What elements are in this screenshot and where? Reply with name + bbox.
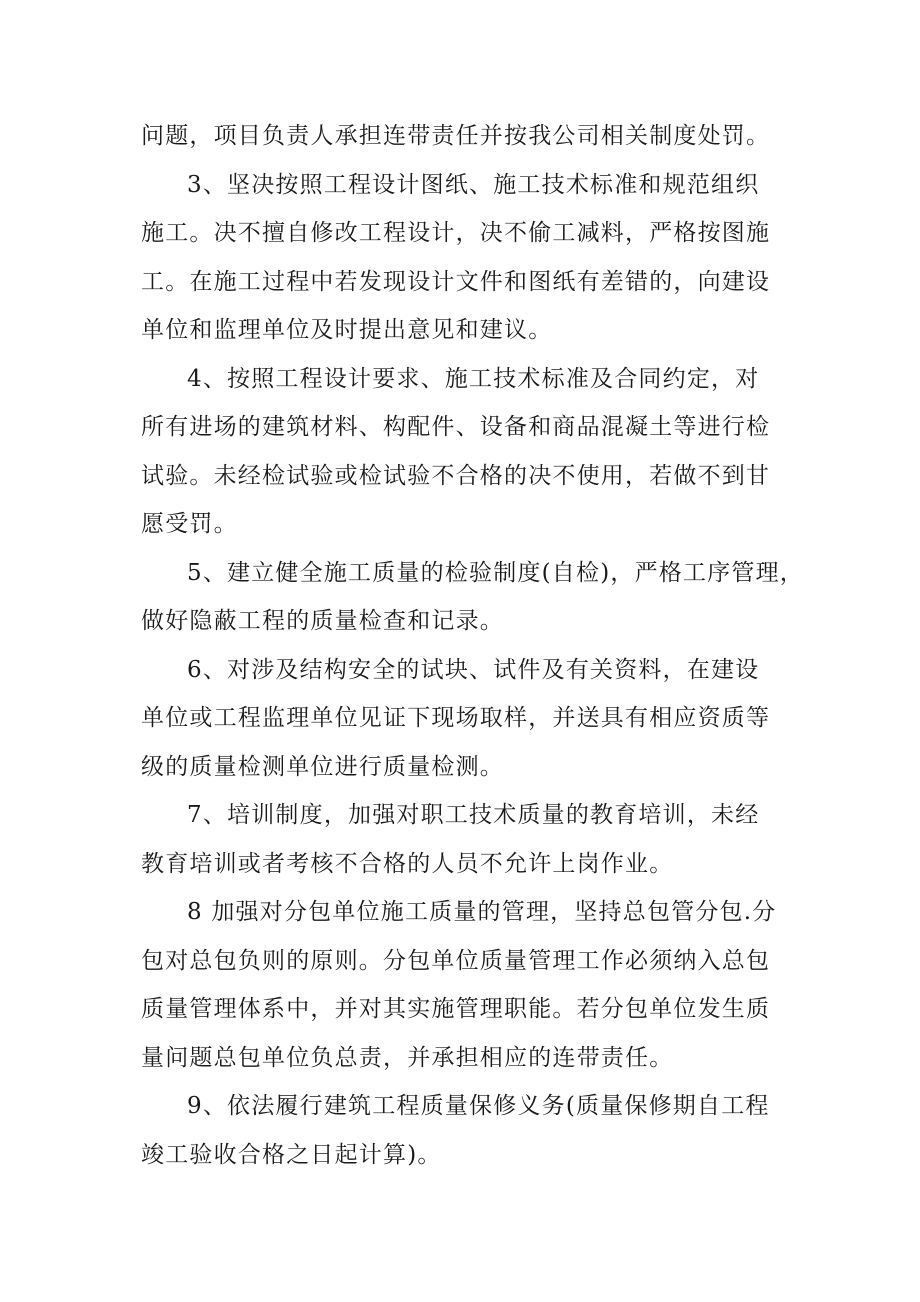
text-line: 教育培训或者考核不合格的人员不允许上岗作业。 xyxy=(141,850,674,877)
text-line: 包对总包负则的原则。分包单位质量管理工作必须纳入总包 xyxy=(141,947,771,974)
text-line: 施工。决不擅自修改工程设计，决不偷工减料，严格按图施 xyxy=(141,220,771,246)
document-body xyxy=(141,112,804,1179)
text-line: 量问题总包单位负总责，并承担相应的连带责任。 xyxy=(141,1044,674,1071)
text-line: 做好隐蔽工程的质量检查和记录。 xyxy=(141,608,504,634)
text-line: 3、坚决按照工程设计图纸、施工技术标准和规范组织 xyxy=(187,171,760,198)
text-line: 工。在施工过程中若发现设计文件和图纸有差错的，向建设 xyxy=(141,268,771,295)
text-line: 4、按照工程设计要求、施工技术标准及合同约定，对 xyxy=(187,365,760,392)
text-line: 9、依法履行建筑工程质量保修义务(质量保修期自工程 xyxy=(187,1093,770,1119)
text-line: 5、建立健全施工质量的检验制度(自检)，严格工序管理， xyxy=(187,559,804,586)
text-line: 单位或工程监理单位见证下现场取样，并送具有相应资质等 xyxy=(141,705,771,731)
text-line: 7、培训制度，加强对职工技术质量的教育培训，未经 xyxy=(187,802,760,828)
text-line: 6、对涉及结构安全的试块、试件及有关资料，在建设 xyxy=(187,656,760,683)
text-line: 8 加强对分包单位施工质量的管理，坚持总包管分包.分 xyxy=(187,899,777,925)
text-line: 所有进场的建筑材料、构配件、设备和商品混凝土等进行检 xyxy=(141,414,771,440)
text-line: 愿受罚。 xyxy=(141,511,238,537)
text-line: 级的质量检测单位进行质量检测。 xyxy=(141,753,504,780)
text-line: 竣工验收合格之日起计算)。 xyxy=(141,1141,442,1168)
text-line: 质量管理体系中，并对其实施管理职能。若分包单位发生质 xyxy=(141,996,771,1022)
text-line: 试验。未经检试验或检试验不合格的决不使用，若做不到甘 xyxy=(141,462,771,489)
text-line: 单位和监理单位及时提出意见和建议。 xyxy=(141,317,553,343)
text-line: 问题，项目负责人承担连带责任并按我公司相关制度处罚。 xyxy=(141,123,771,149)
